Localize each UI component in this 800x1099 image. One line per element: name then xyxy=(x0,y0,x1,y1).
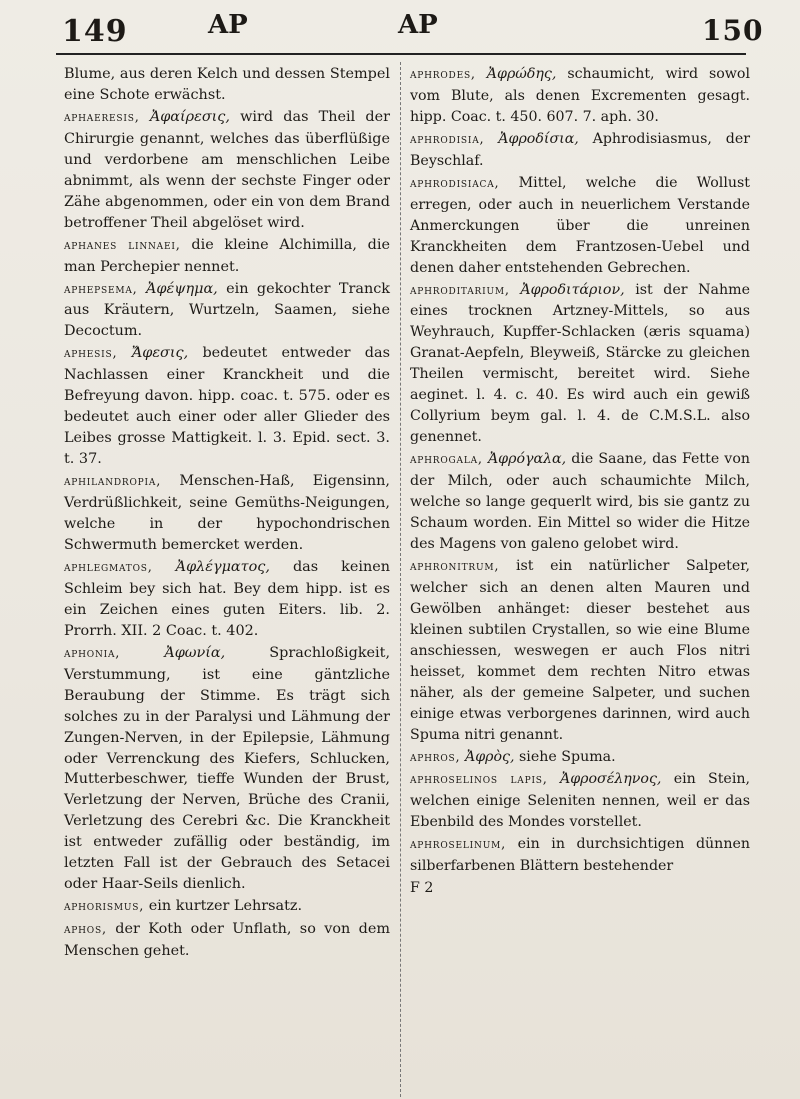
right-column xyxy=(410,64,750,900)
entry-headword: aphonia, xyxy=(64,645,121,661)
running-head-left: AP xyxy=(208,10,248,40)
entry-headword: aphroselinos lapis, xyxy=(410,772,548,788)
column-divider xyxy=(400,62,401,1097)
entry-aphroditarium xyxy=(410,280,750,449)
entry-headword: aphroditarium, xyxy=(410,282,510,298)
entry-headword: aphrodes, xyxy=(410,67,476,82)
entry-aphanes xyxy=(64,235,390,278)
entry-aphaeresis xyxy=(64,107,390,234)
page-number-left: 149 xyxy=(62,14,128,49)
entry-text: Aphrodisiasmus, der Beyschlaf. xyxy=(410,130,750,169)
entry-headword: aphlegmatos, xyxy=(64,559,153,575)
entry-aphrodisia xyxy=(410,129,750,172)
entry-greek: Ἀφρώδης, xyxy=(486,66,557,82)
entry-text: schaumicht, wird sowol vom Blute, als denen Excrementen gesagt. hipp. Coac. t. 450. 607. 7. aph. 30. xyxy=(410,66,751,125)
entry-text: die kleine Alchimilla, die man Perchepier nennet. xyxy=(64,236,390,275)
entry-aphroselinos xyxy=(410,769,750,833)
entry-greek: Ἀφρὸς, xyxy=(464,748,515,765)
entry-greek: Ἀφαίρεσις, xyxy=(149,108,230,125)
entry-aphrodisiaca xyxy=(410,173,750,279)
entry-headword: aphronitrum, xyxy=(410,558,500,574)
header-rule xyxy=(56,53,746,55)
entry-text: ein kurtzer Lehrsatz. xyxy=(148,898,303,915)
entry-text: ist der Nahme eines trocknen Artzney-Mittels, so aus Weyhrauch, Kupffer-Schlacken (æris squama) Granat-Aepfeln, Bleyweiß, Stärcke zu gleichen Theilen vermischt, bereitet wird. Siehe aeginet. l. 4. c. 40. Es wird auch ein gewiß Collyrium beym gal. l. 4. de C.M.S.L. also genennet. xyxy=(410,281,750,446)
entry-text: der Koth oder Unflath, so von dem Menschen gehet. xyxy=(64,921,390,960)
entry-headword: aphros, xyxy=(410,749,461,765)
entry-text: das keinen Schleim bey sich hat. Bey dem hipp. ist es ein Zeichen eines guten Eiters. lib. 2. Prorrh. XII. 2 Coac. t. 402. xyxy=(64,558,391,639)
entry-text: ein Stein, welchen einige Seleniten nennen, weil er das Ebenbild des Mondes vorstellet. xyxy=(410,771,751,831)
entry-aphlegmatos xyxy=(64,557,390,642)
entry-aphros xyxy=(410,747,750,769)
entry-aphrogala xyxy=(410,449,750,555)
entry-text: bedeutet entweder das Nachlassen einer Kranckheit und die Befreyung davon. hipp. coac. t. 575. oder es bedeutet auch einer oder aller Glieder des Leibes grosse Mattigkeit. l. 3. Epid. sect. 3. t. 37. xyxy=(64,345,390,468)
entry-text: Menschen-Haß, Eigensinn, Verdrüßlichkeit, seine Gemüths-Neigungen, welche in der hypochondrischen Schwermuth bemercket werden. xyxy=(64,473,390,553)
entry-greek: Ἀφρόγαλα, xyxy=(487,451,567,468)
entry-greek: Ἀφωνία, xyxy=(164,644,226,661)
page-header xyxy=(0,0,800,60)
entry-headword: aphrodisia, xyxy=(410,131,485,147)
entry-aphroselinum xyxy=(410,834,750,877)
entry-headword: aphanes linnaei, xyxy=(64,237,181,253)
entry-headword: aphrogala, xyxy=(410,452,483,468)
entry-aphilandropia xyxy=(64,471,390,556)
entry-greek: Ἀφροσέληνος, xyxy=(559,771,662,788)
entry-headword: aphilandropia, xyxy=(64,474,162,490)
entry-greek: Ἄφεσις, xyxy=(131,345,189,362)
entry-aphepsema xyxy=(64,279,390,343)
entry-text: siehe Spuma. xyxy=(519,748,616,765)
entry-headword: aphorismus, xyxy=(64,899,145,915)
entry-aphrodes xyxy=(410,64,750,128)
running-head-right: AP xyxy=(398,10,438,40)
entry-headword: aphroselinum, xyxy=(410,837,507,853)
entry-text: ist ein natürlicher Salpeter, welcher sich an denen alten Mauren und Gewölben anhänget: dieser bestehet aus kleinen subtilen Crystallen, so wie eine Blume anschiessen, weswegen er auch Flos nitri heisset, kommet dem rechten Nitro etwas näher, als der gemeine Salpeter, und suchen einige etwas verborgenes darinnen, wird auch Spuma nitri genannt. xyxy=(410,557,751,743)
entry-continuation: Blume, aus deren Kelch und dessen Stempel eine Schote erwächst. xyxy=(64,66,390,103)
entry-greek: Ἀφροδιτάριον, xyxy=(520,281,625,298)
entry-aphonia xyxy=(64,643,390,895)
entry-greek: Ἀφέψημα, xyxy=(146,280,218,297)
entry-headword: aphesis, xyxy=(64,346,118,362)
entry-headword: aphrodisiaca, xyxy=(410,175,500,191)
entry-headword: aphos, xyxy=(64,922,107,938)
signature-mark: F 2 xyxy=(410,880,434,897)
entry-text: ein in durchsichtigen dünnen silberfarbenen Blättern bestehender xyxy=(410,836,750,875)
entry-headword: aphepsema, xyxy=(64,281,138,297)
left-column xyxy=(64,64,390,963)
entry-text: ein gekochter Tranck aus Kräutern, Wurtzeln, Saamen, siehe Decoctum. xyxy=(64,280,391,340)
entry-text: die Saane, das Fette von der Milch, oder auch schaumichte Milch, welche so lange gequerlt wird, bis sie gantz zu Schaum worden. Ein Mittel so wider die Hitze des Magens von galeno gelobet wird. xyxy=(410,451,750,552)
entry-text: Mittel, welche die Wollust erregen, oder auch in neuerlichem Verstande Anmerckungen über die unreinen Kranckheiten dem Frantzosen-Uebel und denen daher entstehenden Gebrechen. xyxy=(410,174,750,276)
entry-greek: Ἀφροδίσια, xyxy=(498,130,579,147)
entry-greek: Ἀφλέγματος, xyxy=(175,558,270,575)
entry-aphorismus xyxy=(64,896,390,918)
entry-headword: aphaeresis, xyxy=(64,109,140,125)
page-number-right: 150 xyxy=(702,14,764,47)
entry-aphronitrum xyxy=(410,556,750,746)
entry-aphesis xyxy=(64,343,390,470)
entry-aphos xyxy=(64,919,390,962)
entry-text: wird das Theil der Chirurgie genannt, welches das überflüßige und verdorbene am menschlichen Leibe abnimmt, als wenn der sechste Finger oder Zähe abgenommen, oder ein von dem Brand betroffener Theil abgelöset wird. xyxy=(64,108,390,231)
entry-text: Sprachloßigkeit, Verstummung, ist eine gäntzliche Beraubung der Stimme. Es trägt sich solches zu in der Paralysi und Lähmung der Zungen-Nerven, in der Epilepsie, Lähmung oder Verrenckung des Kiefers, Schlucken, Mutterbeschwer, tieffe Wunden der Brust, Verletzung der Nerven, Brüche des Cranii, Verletzung des Cerebri &c. Die Kranckheit ist entweder zufällig oder beständig, im letzten Fall ist der Gebrauch des Setacei oder Haar-Seils dienlich. xyxy=(64,644,391,893)
